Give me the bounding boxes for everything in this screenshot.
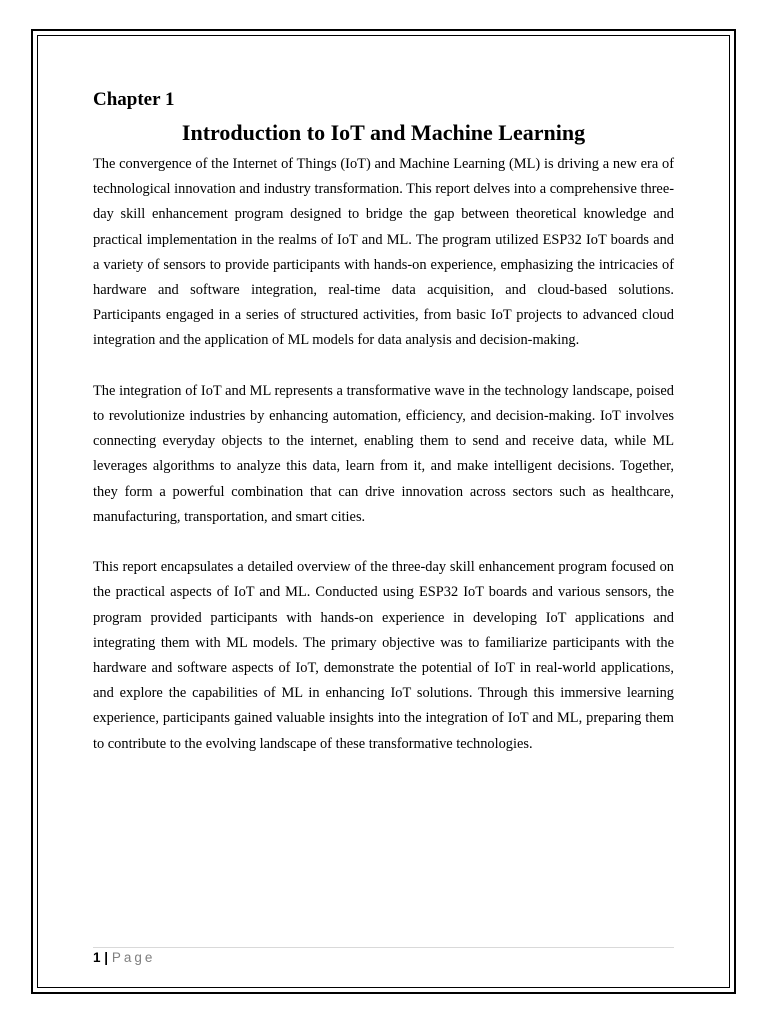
- page-number: 1: [93, 950, 101, 965]
- page-separator: |: [104, 950, 109, 965]
- chapter-label: Chapter 1: [93, 89, 175, 110]
- body-paragraph-2: The integration of IoT and ML represents a transformative wave in the technology landscape, poised to revolutionize industries by enhancing automation, efficiency, and decision-making. IoT involves connecting everyday objects to the internet, enabling them to send and receive data, while ML leverages algorithms to analyze this data, learn from it, and make intelligent decisions. Together, they form a powerful combination that can drive innovation across sectors such as healthcare, manufacturing, transportation, and smart cities.: [93, 382, 674, 525]
- body-paragraph-3: This report encapsulates a detailed overview of the three-day skill enhancement program focused on the practical aspects of IoT and ML. Conducted using ESP32 IoT boards and various sensors, the program provided participants with hands-on experience in developing IoT applications and integrating them with ML models. The primary objective was to familiarize participants with the hardware and software aspects of IoT, demonstrate the potential of IoT in real-world applications, and explore the capabilities of ML in enhancing IoT solutions. Through this immersive learning experience, participants gained valuable insights into the integration of IoT and ML, preparing them to contribute to the evolving landscape of these transformative technologies.: [93, 559, 674, 752]
- page-word: Page: [111, 950, 156, 965]
- page-footer: [93, 947, 674, 967]
- page-content: [93, 86, 674, 757]
- chapter-title: Introduction to IoT and Machine Learning: [181, 120, 586, 145]
- body-paragraph-1: The convergence of the Internet of Things (IoT) and Machine Learning (ML) is driving a new era of technological innovation and industry transformation. This report delves into a comprehensive three-day skill enhancement program designed to bridge the gap between theoretical knowledge and practical implementation in the realms of IoT and ML. The program utilized ESP32 IoT boards and a variety of sensors to provide participants with hands-on experience, emphasizing the intricacies of hardware and software integration, real-time data acquisition, and cloud-based solutions. Participants engaged in a series of structured activities, from basic IoT projects to advanced cloud integration and the application of ML models for data analysis and decision-making.: [93, 156, 674, 349]
